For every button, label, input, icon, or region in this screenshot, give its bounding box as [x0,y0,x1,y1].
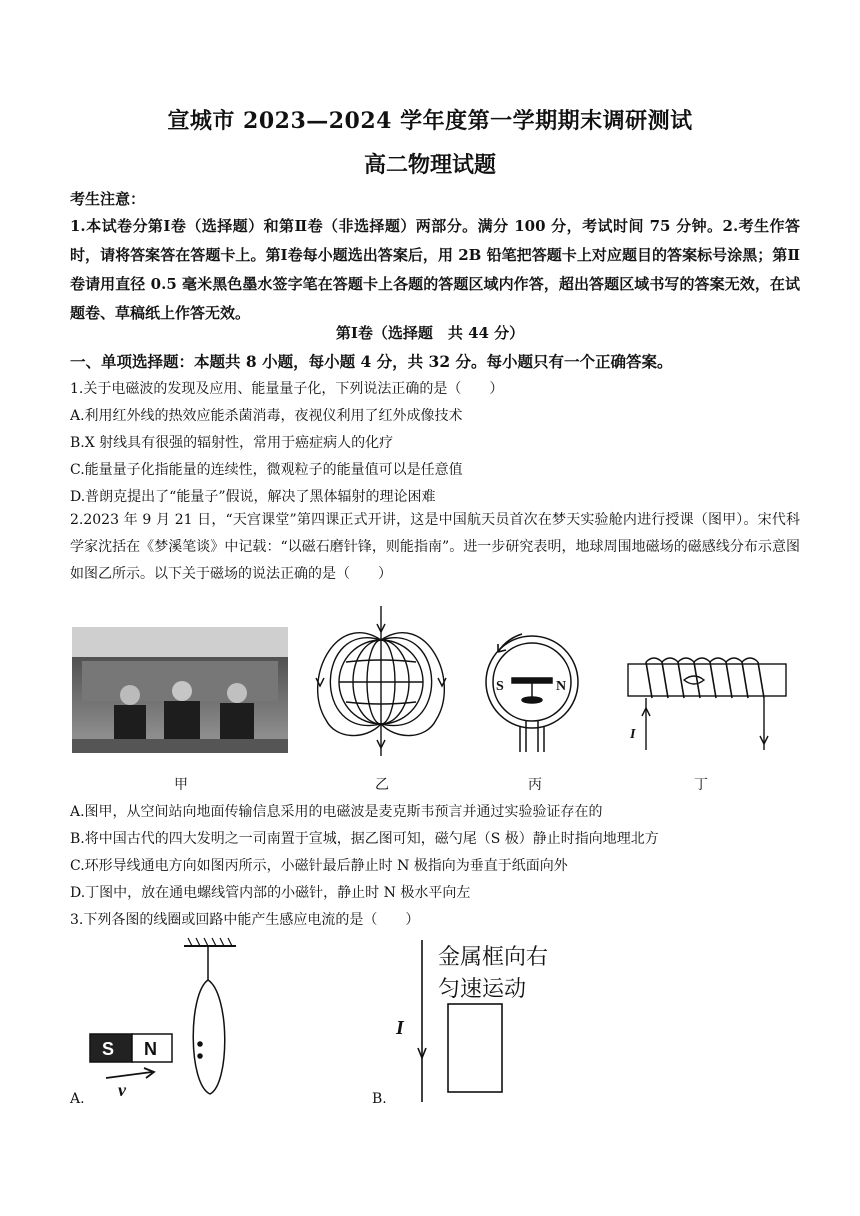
q3-option-a-label: A. [70,1091,85,1107]
q3b-text-line1: 金属框向右 [438,945,549,970]
caption-ding: 丁 [694,777,708,793]
q3b-current-label: I [396,1017,404,1039]
section1-heading: 一、单项选择题：本题共 8 小题，每小题 4 分，共 32 分。每小题只有一个正确答案。 [70,352,673,371]
ding-current-label: I [630,727,636,742]
q3-option-b-label: B. [372,1091,387,1107]
q2-option-b: B.将中国古代的四大发明之一司南置于宣城，据乙图可知，磁勺尾（S 极）静止时指向地理北方 [70,831,659,847]
part1-heading: 第Ⅰ卷（选择题 共 44 分） [335,324,525,342]
caption-yi: 乙 [375,777,389,793]
q2-option-c: C.环形导线通电方向如图丙所示，小磁针最后静止时 N 极指向为垂直于纸面向外 [70,858,568,874]
q2-stem: 2.2023 年 9 月 21 日，“天宫课堂”第四课正式开讲，这是中国航天员首次在梦天实验舱内进行授课（图甲）。宋代科学家沈括在《梦溪笔谈》中记载：“以磁石磨针锋，则能指南”。进一步研究表明，地球周围地磁场的磁感线分布示意图如图乙所示。以下关于磁场的说法正确的是（ ） [70,512,800,582]
notice-heading: 考生注意： [70,190,146,208]
q3-figure-a-magnet-ring [88,934,258,1106]
q1-stem: 1.关于电磁波的发现及应用、能量量子化，下列说法正确的是（ ） [70,381,504,397]
figure-jia-photo [72,627,288,753]
q1-option-a: A.利用红外线的热效应能杀菌消毒，夜视仪利用了红外成像技术 [70,408,463,424]
q3a-n-label: N [144,1039,157,1059]
notice-text: 1.本试卷分第Ⅰ卷（选择题）和第Ⅱ卷（非选择题）两部分。满分 100 分，考试时间 75 分钟。2.考生作答时，请将答案答在答题卡上。第Ⅰ卷每小题选出答案后，用 2B 铅笔把答题卡上对应题目的答案标号涂黑；第Ⅱ卷请用直径 0.5 毫米黑色墨水签字笔在答题卡上各题的答题区域内作答，超出答题区域书写的答案无效，在试题卷、草稿纸上作答无效。 [70,217,800,322]
q3a-velocity-label: v [118,1080,126,1100]
q1-option-c: C.能量量子化指能量的连续性，微观粒子的能量值可以是任意值 [70,462,463,478]
q2-option-a: A.图甲，从空间站向地面传输信息采用的电磁波是麦克斯韦预言并通过实验验证存在的 [70,804,603,820]
exam-title: 宣城市 2023—2024 学年度第一学期期末调研测试 [167,108,693,134]
q1-option-b: B.X 射线具有很强的辐射性，常用于癌症病人的化疗 [70,435,394,451]
figure-bing-ring-current [478,628,588,756]
q3-stem: 3.下列各图的线圈或回路中能产生感应电流的是（ ） [70,912,420,928]
figure-yi-geomagnetic-field [306,600,456,760]
bing-s-label: S [496,679,504,694]
bing-n-label: N [556,679,567,694]
q3a-s-label: S [102,1039,115,1059]
caption-bing: 丙 [528,777,542,793]
figure-ding-solenoid [618,636,790,754]
q3b-text-line2: 匀速运动 [438,977,527,1002]
caption-jia: 甲 [174,777,188,793]
q3-figure-b-wire-frame [392,936,582,1106]
q2-option-d: D.丁图中，放在通电螺线管内部的小磁针，静止时 N 极水平向左 [70,885,471,901]
exam-subtitle: 高二物理试题 [363,152,496,178]
q1-option-d: D.普朗克提出了“能量子”假说，解决了黑体辐射的理论困难 [70,489,436,505]
